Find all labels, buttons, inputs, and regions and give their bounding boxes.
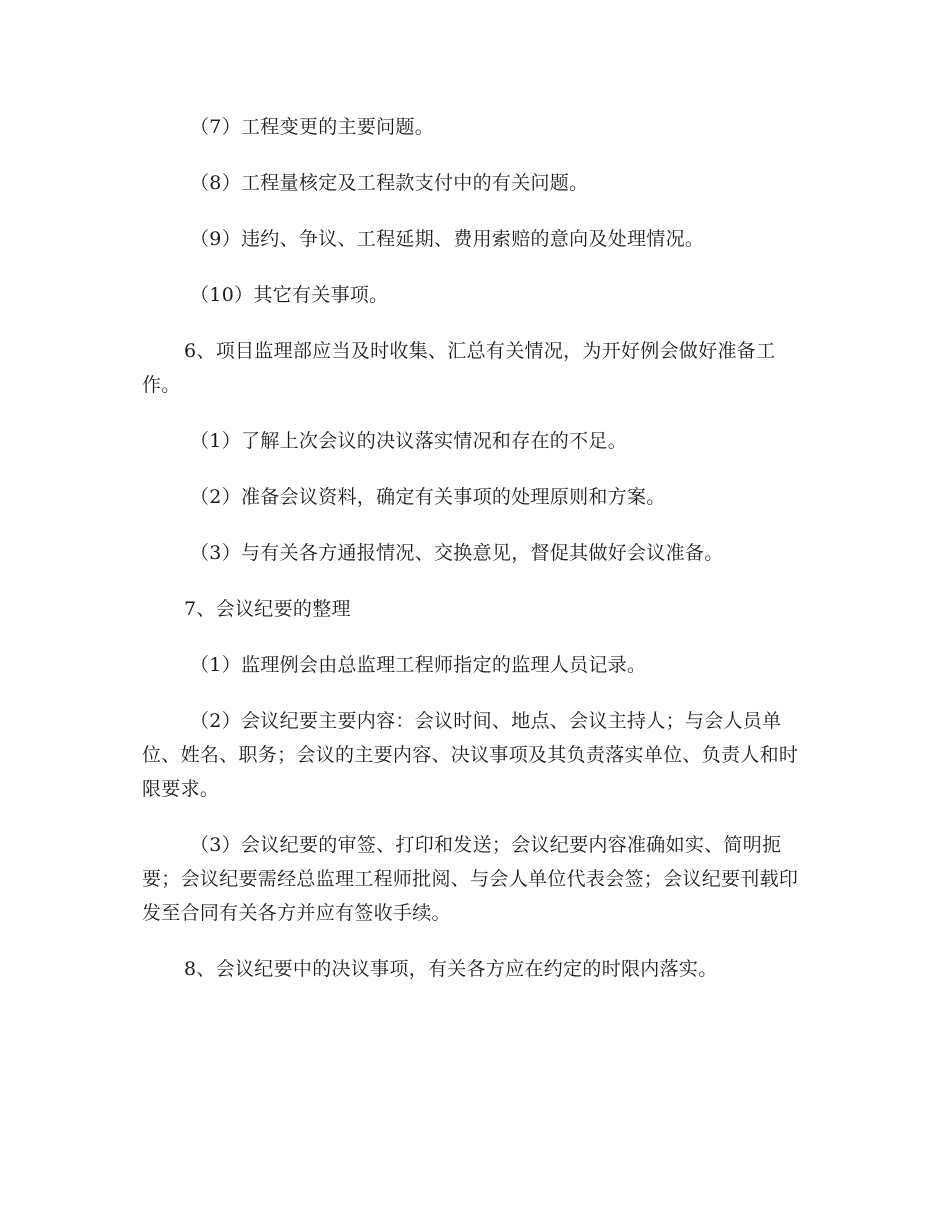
paragraph-section-7-item-1: （1）监理例会由总监理工程师指定的监理人员记录。 xyxy=(190,654,647,676)
paragraph-section-7-item-2: （2）会议纪要主要内容：会议时间、地点、会议主持人；与会人员单位、姓名、职务；会议的主要内容、决议事项及其负责落实单位、负责人和时限要求。 xyxy=(142,710,799,800)
document-body xyxy=(142,110,810,1008)
paragraph-section-6-item-2: （2）准备会议资料，确定有关事项的处理原则和方案。 xyxy=(190,486,666,508)
paragraph-section-7: 7、会议纪要的整理 xyxy=(184,598,351,620)
paragraph-item-7: （7）工程变更的主要问题。 xyxy=(190,116,434,138)
paragraph-section-6: 6、项目监理部应当及时收集、汇总有关情况，为开好例会做好准备工作。 xyxy=(142,340,776,396)
paragraph-item-10: （10）其它有关事项。 xyxy=(190,284,389,306)
paragraph-section-6-item-1: （1）了解上次会议的决议落实情况和存在的不足。 xyxy=(190,430,627,452)
paragraph-section-8: 8、会议纪要中的决议事项，有关各方应在约定的时限内落实。 xyxy=(184,958,718,980)
paragraph-section-6-item-3: （3）与有关各方通报情况、交换意见，督促其做好会议准备。 xyxy=(190,542,724,564)
paragraph-item-9: （9）违约、争议、工程延期、费用索赔的意向及处理情况。 xyxy=(190,228,705,250)
paragraph-section-7-item-3: （3）会议纪要的审签、打印和发送；会议纪要内容准确如实、简明扼要；会议纪要需经总监理工程师批阅、与会人单位代表会签；会议纪要刊载印发至合同有关各方并应有签收手续。 xyxy=(142,834,799,924)
paragraph-item-8: （8）工程量核定及工程款支付中的有关问题。 xyxy=(190,172,589,194)
